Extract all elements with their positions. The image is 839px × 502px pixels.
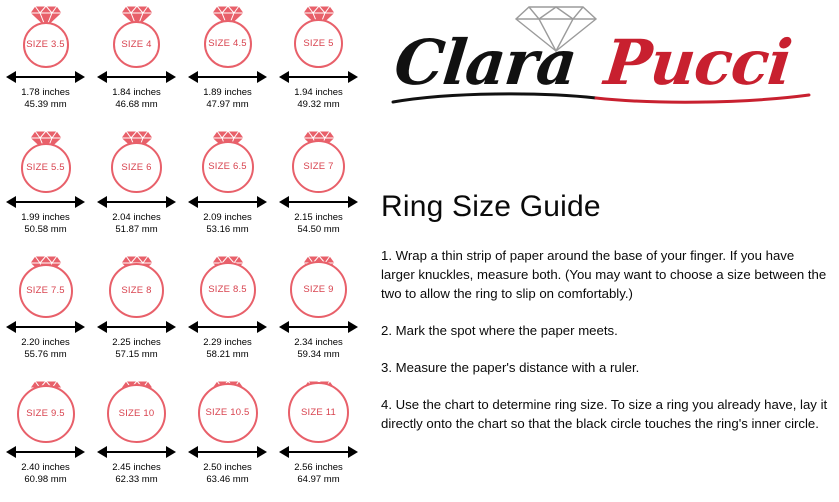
ring-illustration bbox=[182, 377, 273, 445]
diameter-arrow-icon bbox=[91, 320, 182, 334]
ring-illustration bbox=[0, 377, 91, 445]
ring-illustration bbox=[182, 252, 273, 320]
ring-size-chart bbox=[0, 0, 366, 501]
ring-size-label: SIZE 6.5 bbox=[208, 161, 247, 172]
ring-measure-inches: 1.94 inches bbox=[294, 87, 343, 98]
diameter-arrow-icon bbox=[182, 195, 273, 209]
ring-size-cell bbox=[182, 127, 273, 252]
ring-measure-inches: 2.40 inches bbox=[21, 462, 70, 473]
ring-measurement bbox=[182, 462, 273, 485]
ring-size-cell bbox=[91, 2, 182, 127]
ring-size-label: SIZE 9 bbox=[303, 283, 334, 295]
ring-illustration bbox=[91, 2, 182, 70]
ring-measure-mm: 50.58 mm bbox=[24, 223, 67, 235]
ring-illustration bbox=[273, 127, 364, 195]
ring-measurement bbox=[91, 87, 182, 110]
ring-size-label: SIZE 4 bbox=[121, 38, 152, 50]
brand-logo bbox=[383, 4, 823, 114]
logo-swash bbox=[391, 90, 811, 106]
ring-measure-mm: 60.98 mm bbox=[24, 473, 67, 485]
ring-measure-mm: 57.15 mm bbox=[115, 348, 158, 360]
ring-illustration bbox=[0, 2, 91, 70]
ring-size-label: SIZE 3.5 bbox=[26, 39, 65, 50]
ring-illustration bbox=[0, 252, 91, 320]
ring-measure-inches: 1.84 inches bbox=[112, 87, 161, 98]
ring-measure-mm: 55.76 mm bbox=[24, 348, 67, 360]
ring-size-label: SIZE 8.5 bbox=[208, 284, 247, 295]
ring-size-cell bbox=[273, 2, 364, 127]
ring-size-cell bbox=[182, 2, 273, 127]
ring-size-guide bbox=[381, 190, 829, 451]
diameter-arrow-icon bbox=[0, 70, 91, 84]
ring-measure-mm: 46.68 mm bbox=[115, 98, 158, 110]
ring-measure-mm: 45.39 mm bbox=[24, 98, 67, 110]
ring-measure-inches: 2.45 inches bbox=[112, 462, 161, 473]
ring-measure-inches: 2.56 inches bbox=[294, 462, 343, 473]
guide-step-4: 4. Use the chart to determine ring size. To size a ring you already have, lay it directly onto the chart so that the black circle touches the ring's inner circle. bbox=[381, 397, 828, 431]
diameter-arrow-icon bbox=[0, 445, 91, 459]
ring-measure-mm: 63.46 mm bbox=[206, 473, 249, 485]
ring-measurement bbox=[0, 87, 91, 110]
brand-name-first: Clara bbox=[391, 26, 580, 99]
ring-measure-inches: 2.50 inches bbox=[203, 462, 252, 473]
diameter-arrow-icon bbox=[0, 195, 91, 209]
ring-measurement bbox=[91, 462, 182, 485]
ring-size-cell bbox=[91, 377, 182, 502]
ring-measure-inches: 2.34 inches bbox=[294, 337, 343, 348]
ring-measurement bbox=[273, 337, 364, 360]
ring-measure-mm: 49.32 mm bbox=[297, 98, 340, 110]
ring-size-label: SIZE 10 bbox=[118, 407, 155, 419]
ring-size-cell bbox=[91, 127, 182, 252]
ring-size-label: SIZE 9.5 bbox=[26, 408, 65, 419]
ring-measure-mm: 64.97 mm bbox=[297, 473, 340, 485]
ring-measurement bbox=[182, 337, 273, 360]
ring-illustration bbox=[0, 127, 91, 195]
brand-name-second: Pucci bbox=[601, 26, 795, 99]
ring-measurement bbox=[91, 212, 182, 235]
ring-illustration bbox=[91, 127, 182, 195]
ring-measurement bbox=[0, 337, 91, 360]
ring-measure-inches: 2.15 inches bbox=[294, 212, 343, 223]
ring-measurement bbox=[273, 462, 364, 485]
diameter-arrow-icon bbox=[91, 195, 182, 209]
guide-step-1: 1. Wrap a thin strip of paper around the base of your finger. If you have larger knuckles, measure both. (You may want to choose a size between the two to allow the ring to slip on comfortably.) bbox=[381, 248, 827, 301]
page-title: Ring Size Guide bbox=[381, 190, 601, 223]
diameter-arrow-icon bbox=[0, 320, 91, 334]
ring-illustration bbox=[273, 377, 364, 445]
ring-measure-mm: 54.50 mm bbox=[297, 223, 340, 235]
ring-measure-inches: 2.25 inches bbox=[112, 337, 161, 348]
ring-measure-mm: 53.16 mm bbox=[206, 223, 249, 235]
ring-measure-inches: 1.99 inches bbox=[21, 212, 70, 223]
ring-measure-inches: 1.89 inches bbox=[203, 87, 252, 98]
diameter-arrow-icon bbox=[182, 320, 273, 334]
ring-measure-mm: 59.34 mm bbox=[297, 348, 340, 360]
ring-measure-mm: 58.21 mm bbox=[206, 348, 249, 360]
ring-measurement bbox=[182, 212, 273, 235]
ring-size-label: SIZE 10.5 bbox=[205, 407, 250, 418]
ring-measure-inches: 2.09 inches bbox=[203, 212, 252, 223]
ring-size-cell bbox=[273, 127, 364, 252]
diameter-arrow-icon bbox=[182, 70, 273, 84]
diameter-arrow-icon bbox=[91, 70, 182, 84]
ring-illustration bbox=[182, 2, 273, 70]
ring-measurement bbox=[273, 87, 364, 110]
ring-size-label: SIZE 5 bbox=[303, 37, 334, 49]
ring-measure-inches: 2.20 inches bbox=[21, 337, 70, 348]
ring-measure-inches: 1.78 inches bbox=[21, 87, 70, 98]
ring-measure-inches: 2.29 inches bbox=[203, 337, 252, 348]
ring-illustration bbox=[91, 252, 182, 320]
ring-size-cell bbox=[273, 252, 364, 377]
ring-size-cell bbox=[0, 377, 91, 502]
ring-size-label: SIZE 4.5 bbox=[208, 38, 247, 49]
ring-illustration bbox=[91, 377, 182, 445]
ring-measure-mm: 47.97 mm bbox=[206, 98, 249, 110]
diameter-arrow-icon bbox=[273, 445, 364, 459]
ring-measure-mm: 62.33 mm bbox=[115, 473, 158, 485]
ring-size-cell bbox=[273, 377, 364, 502]
ring-size-cell bbox=[0, 252, 91, 377]
ring-measure-inches: 2.04 inches bbox=[112, 212, 161, 223]
ring-measurement bbox=[273, 212, 364, 235]
ring-measure-mm: 51.87 mm bbox=[115, 223, 158, 235]
ring-measurement bbox=[91, 337, 182, 360]
diameter-arrow-icon bbox=[273, 195, 364, 209]
guide-step-3: 3. Measure the paper's distance with a ruler. bbox=[381, 360, 640, 375]
ring-size-label: SIZE 8 bbox=[121, 284, 152, 296]
diameter-arrow-icon bbox=[273, 320, 364, 334]
ring-size-label: SIZE 7 bbox=[303, 160, 334, 172]
ring-measurement bbox=[0, 212, 91, 235]
ring-size-label: SIZE 11 bbox=[300, 406, 337, 418]
diameter-arrow-icon bbox=[182, 445, 273, 459]
ring-illustration bbox=[273, 252, 364, 320]
ring-illustration bbox=[273, 2, 364, 70]
guide-step-2: 2. Mark the spot where the paper meets. bbox=[381, 323, 618, 338]
ring-size-cell bbox=[0, 127, 91, 252]
ring-size-cell bbox=[91, 252, 182, 377]
ring-measurement bbox=[0, 462, 91, 485]
diameter-arrow-icon bbox=[91, 445, 182, 459]
ring-size-cell bbox=[0, 2, 91, 127]
ring-size-label: SIZE 5.5 bbox=[26, 162, 65, 173]
ring-size-cell bbox=[182, 252, 273, 377]
diameter-arrow-icon bbox=[273, 70, 364, 84]
ring-size-cell bbox=[182, 377, 273, 502]
ring-measurement bbox=[182, 87, 273, 110]
ring-size-label: SIZE 6 bbox=[121, 161, 152, 173]
ring-illustration bbox=[182, 127, 273, 195]
ring-size-label: SIZE 7.5 bbox=[26, 285, 65, 296]
